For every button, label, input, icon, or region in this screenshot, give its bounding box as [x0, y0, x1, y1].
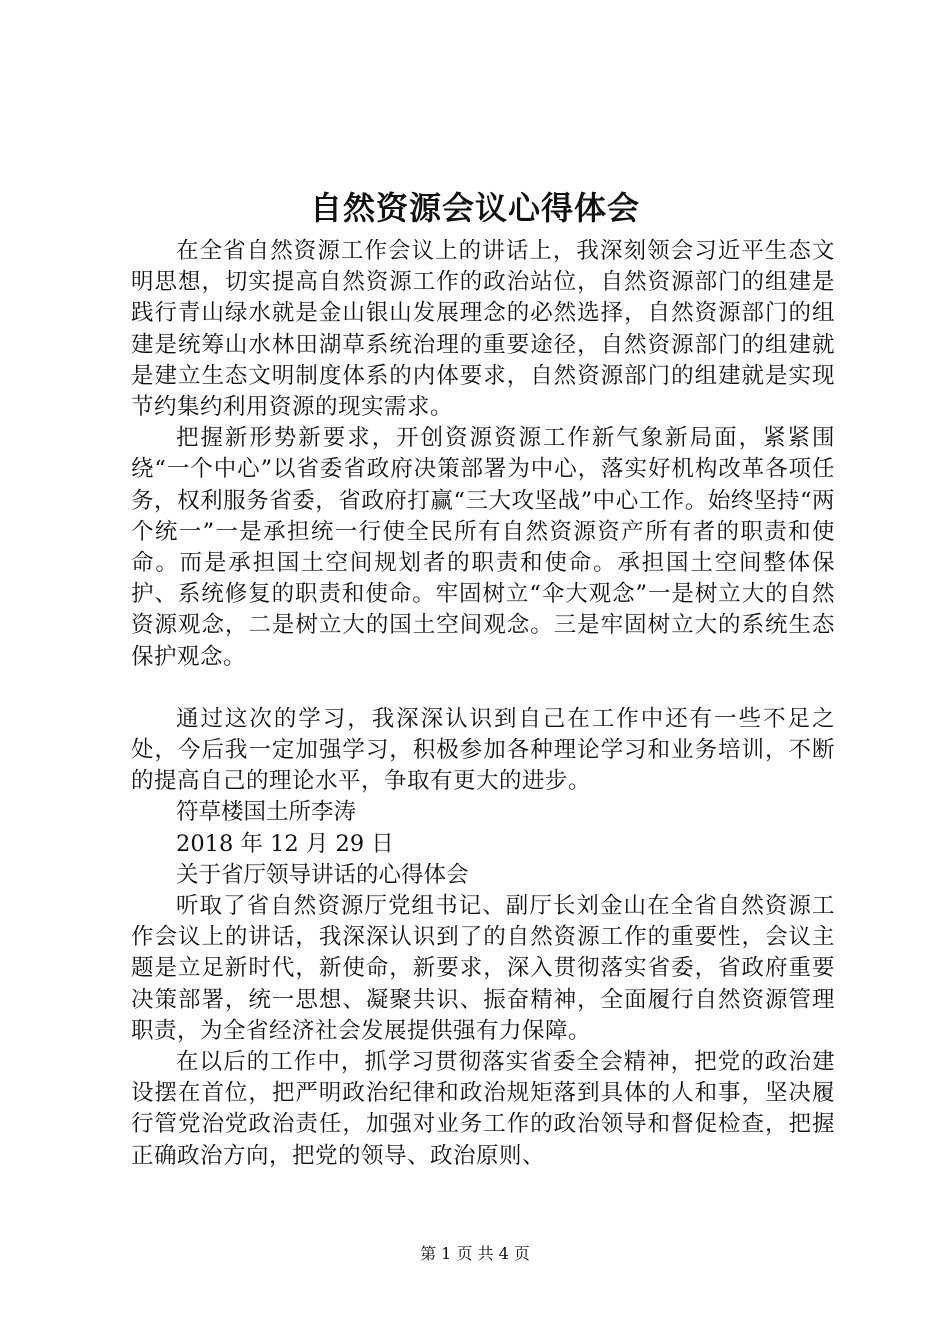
paragraph-gap — [131, 673, 835, 704]
paragraph-1: 在全省自然资源工作会议上的讲话上，我深刻领会习近平生态文明思想，切实提高自然资源工作的政治站位，自然资源部门的组建是践行青山绿水就是金山银山发展理念的必然选择，自然资源部门的组建是统筹山水林田湖草系统治理的重要途径，自然资源部门的组建就是建立生态文明制度体系的内体要求，自然资源部门的组建就是实现节约集约利用资源的现实需求。 — [131, 238, 835, 421]
page-footer: 第 1 页 共 4 页 — [420, 1244, 530, 1263]
second-paragraph-1: 听取了省自然资源厅党组书记、副厅长刘金山在全省自然资源工作会议上的讲话，我深深认识到了的自然资源工作的重要性，会议主题是立足新时代，新使命，新要求，深入贯彻落实省委，省政府重要决策部署，统一思想、凝聚共识、振奋精神，全面履行自然资源管理职责，为全省经济社会发展提供强有力保障。 — [131, 893, 835, 1044]
second-title: 关于省厅领导讲话的心得体会 — [176, 861, 469, 888]
date: 2018 年 12 月 29 日 — [176, 830, 394, 857]
document-body — [131, 236, 835, 1172]
second-paragraph-2: 在以后的工作中，抓学习贯彻落实省委全会精神，把党的政治建设摆在首位，把严明政治纪律和政治规矩落到具体的人和事，坚决履行管党治党政治责任，加强对业务工作的政治领导和督促检查，把握正确政治方向，把党的领导、政治原则、 — [131, 1049, 835, 1169]
paragraph-2: 把握新形势新要求，开创资源资源工作新气象新局面，紧紧围绕“一个中心”以省委省政府决策部署为中心，落实好机构改革各项任务，权利服务省委，省政府打赢“三大攻坚战”中心工作。始终坚持“两个统一”一是承担统一行使全民所有自然资源资产所有者的职责和使命。而是承担国土空间规划者的职责和使命。承担国土空间整体保护、系统修复的职责和使命。牢固树立“伞大观念”一是树立大的自然资源观念，二是树立大的国土空间观念。三是牢固树立大的系统生态保护观念。 — [131, 425, 835, 670]
paragraph-3: 通过这次的学习，我深深认识到自己在工作中还有一些不足之处，今后我一定加强学习，积极参加各种理论学习和业务培训，不断的提高自己的理论水平，争取有更大的进步。 — [131, 705, 835, 795]
signature: 符草楼国土所李涛 — [176, 799, 357, 826]
document-title: 自然资源会议心得体会 — [309, 189, 640, 227]
